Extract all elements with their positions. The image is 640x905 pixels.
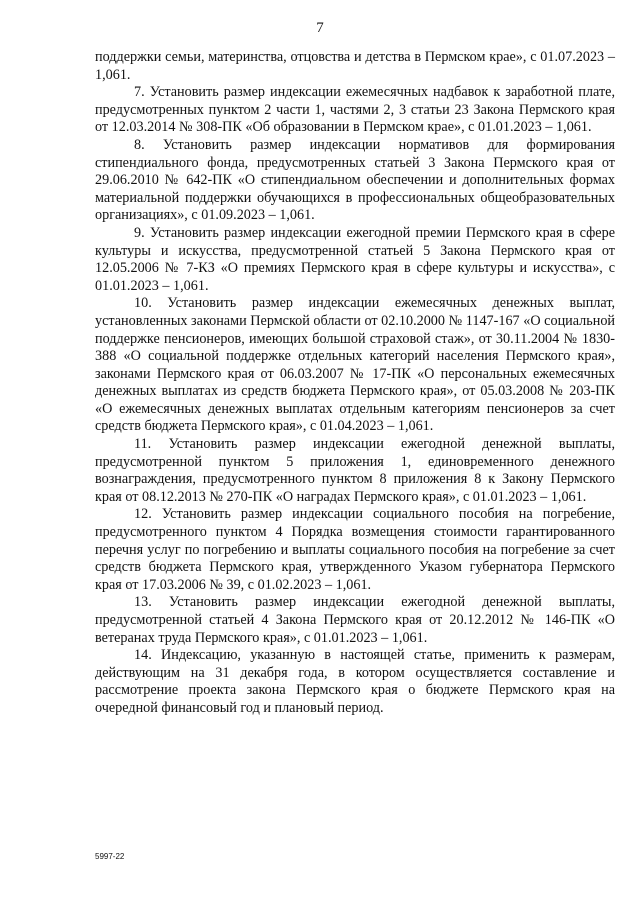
paragraph-12: 12. Установить размер индексации социального пособия на погребение, предусмотренного пунктом 4 Порядка возмещения стоимости гарантированного перечня услуг по погребению и выплаты социального пособия на погребение за счет средств бюджета Пермского края, утвержденного Указом губернатора Пермского края от 17.03.2006 № 39, с 01.02.2023 – 1,061. [95,506,615,593]
document-code: 5997-22 [95,852,125,861]
paragraph-continuation: поддержки семьи, материнства, отцовства и детства в Пермском крае», с 01.07.2023 – 1,061. [95,49,615,83]
paragraph-13: 13. Установить размер индексации ежегодной денежной выплаты, предусмотренной статьей 4 Закона Пермского края от 20.12.2012 № 146-ПК «О ветеранах труда Пермского края», с 01.01.2023 – 1,061. [95,594,615,646]
page-number: 7 [316,20,324,36]
paragraph-11: 11. Установить размер индексации ежегодной денежной выплаты, предусмотренной пунктом 5 приложения 1, единовременного денежного вознаграждения, предусмотренного пунктом 8 приложения 8 к Закону Пермского края от 08.12.2013 № 270-ПК «О наградах Пермского края», с 01.01.2023 – 1,061. [95,436,615,505]
paragraph-7: 7. Установить размер индексации ежемесячных надбавок к заработной плате, предусмотренных пунктом 2 части 1, частями 2, 3 статьи 23 Закона Пермского края от 12.03.2014 № 308-ПК «Об образовании в Пермском крае», с 01.01.2023 – 1,061. [95,84,615,136]
paragraph-14: 14. Индексацию, указанную в настоящей статье, применить к размерам, действующим на 31 декабря года, в котором осуществляется составление и рассмотрение проекта закона Пермского края о бюджете Пермского края на очередной финансовый год и плановый период. [95,647,615,716]
document-body [95,49,615,718]
paragraph-10: 10. Установить размер индексации ежемесячных денежных выплат, установленных законами Пермской области от 02.10.2000 № 1147-167 «О социальной поддержке пенсионеров, имеющих большой страховой стаж», от 30.11.2004 № 1830-388 «О социальной поддержке отдельных категорий населения Пермского края», законами Пермского края от 06.03.2007 № 17-ПК «О персональных ежемесячных денежных выплатах из средств бюджета Пермского края», от 05.03.2008 № 203-ПК «О ежемесячных денежных выплатах отдельным категориям пенсионеров за счет средств бюджета Пермского края», с 01.04.2023 – 1,061. [95,295,615,435]
paragraph-8: 8. Установить размер индексации нормативов для формирования стипендиального фонда, предусмотренных статьей 3 Закона Пермского края от 29.06.2010 № 642-ПК «О стипендиальном обеспечении и дополнительных формах материальной поддержки обучающихся в профессиональных общеобразовательных организациях», с 01.09.2023 – 1,061. [95,136,615,224]
paragraph-9: 9. Установить размер индексации ежегодной премии Пермского края в сфере культуры и искусства, предусмотренной статьей 5 Закона Пермского края от 12.05.2006 № 7-КЗ «О премиях Пермского края в сфере культуры и искусства», с 01.01.2023 – 1,061. [95,224,615,294]
